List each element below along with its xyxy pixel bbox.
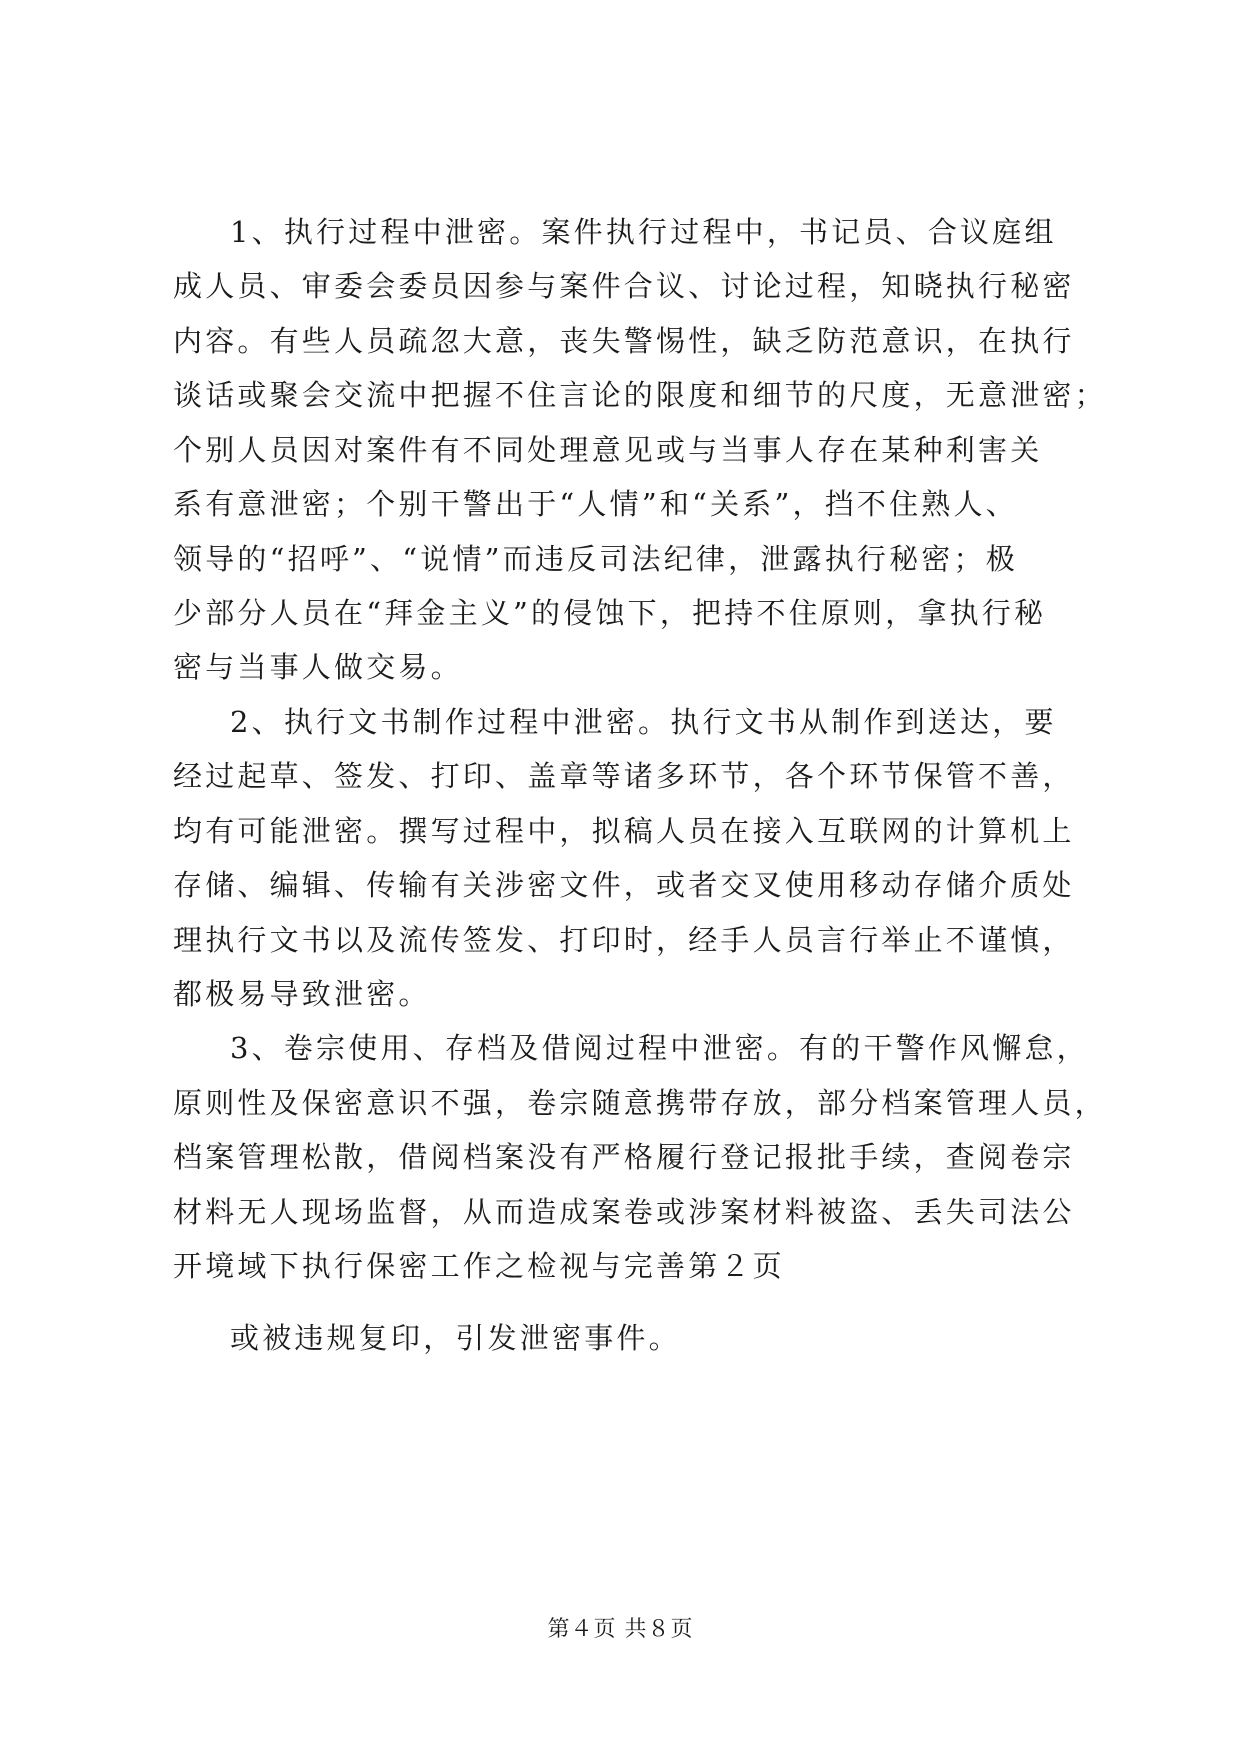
paragraph-1-line-7: 领导的“招呼”、“说情”而违反司法纪律，泄露执行秘密；极 [173, 542, 1018, 576]
paragraph-1-line-9: 密与当事人做交易。 [173, 650, 463, 684]
paragraph-1-line-4: 谈话或聚会交流中把握不住言论的限度和细节的尺度，无意泄密； [173, 378, 1107, 412]
paragraph-3-line-3: 档案管理松散，借阅档案没有严格履行登记报批手续，查阅卷宗 [173, 1140, 1075, 1174]
paragraph-3-line-5: 开境域下执行保密工作之检视与完善第２页 [173, 1249, 785, 1283]
paragraph-2-line-3: 均有可能泄密。撰写过程中，拟稿人员在接入互联网的计算机上 [173, 814, 1075, 848]
paragraph-2-line-2: 经过起草、签发、打印、盖章等诸多环节，各个环节保管不善， [173, 759, 1075, 793]
paragraph-1-line-1: 1、执行过程中泄密。案件执行过程中，书记员、合议庭组 [230, 215, 1057, 249]
paragraph-1-line-6: 系有意泄密；个别干警出于“人情”和“关系”，挡不住熟人、 [173, 487, 1018, 521]
paragraph-1-line-8: 少部分人员在“拜金主义”的侵蚀下，把持不住原则，拿执行秘 [173, 596, 1047, 630]
page-footer [0, 1615, 1241, 1645]
paragraph-2-line-6: 都极易导致泄密。 [173, 977, 431, 1011]
paragraph-3-line-1: 3、卷宗使用、存档及借阅过程中泄密。有的干警作风懈怠， [230, 1031, 1089, 1065]
paragraph-2-line-1: 2、执行文书制作过程中泄密。执行文书从制作到送达，要 [230, 705, 1057, 739]
paragraph-2-line-5: 理执行文书以及流传签发、打印时，经手人员言行举止不谨慎， [173, 923, 1075, 957]
paragraph-1-line-2: 成人员、审委会委员因参与案件合议、讨论过程，知晓执行秘密 [173, 269, 1075, 303]
paragraph-1-line-5: 个别人员因对案件有不同处理意见或与当事人存在某种利害关 [173, 433, 1043, 467]
paragraph-2-line-4: 存储、编辑、传输有关涉密文件，或者交叉使用移动存储介质处 [173, 868, 1075, 902]
paragraph-3-line-2: 原则性及保密意识不强，卷宗随意携带存放，部分档案管理人员， [173, 1086, 1107, 1120]
paragraph-3-line-4: 材料无人现场监督，从而造成案卷或涉案材料被盗、丢失司法公 [173, 1195, 1075, 1229]
paragraph-1-line-3: 内容。有些人员疏忽大意，丧失警惕性，缺乏防范意识，在执行 [173, 324, 1075, 358]
paragraph-4-line-1: 或被违规复印，引发泄密事件。 [230, 1321, 681, 1355]
page-number-label: 第４页 共８页 [547, 1617, 694, 1642]
